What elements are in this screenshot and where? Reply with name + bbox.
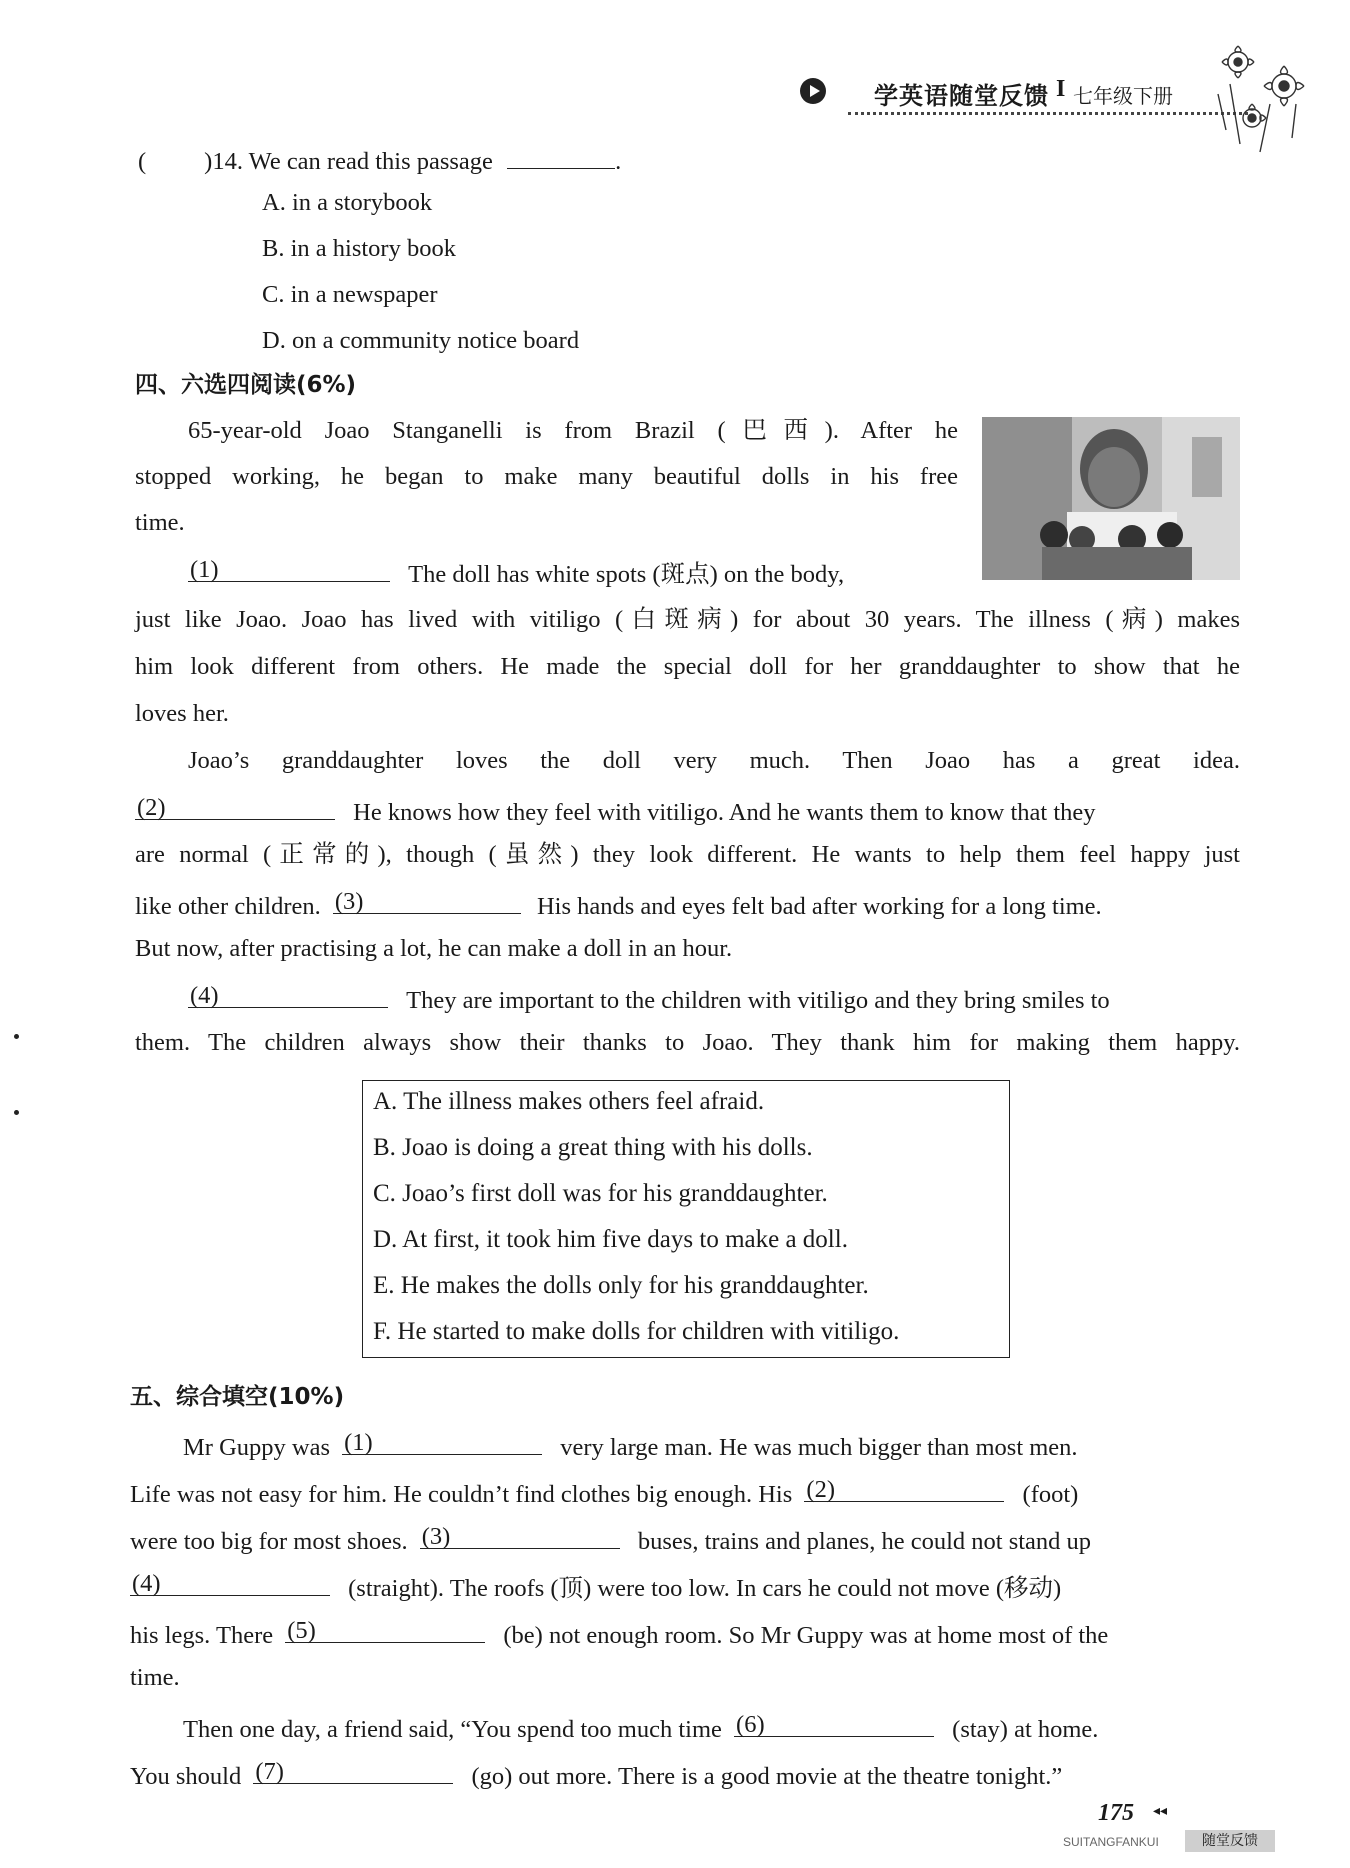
- cloze-line: [130, 1757, 1062, 1792]
- options-box: [362, 1080, 1010, 1358]
- answer-blank-4[interactable]: [188, 981, 388, 1008]
- cloze-line: [130, 1475, 1078, 1510]
- blank-label: (2): [137, 794, 166, 821]
- passage-line: just like Joao. Joao has lived with vitiligo (白斑病) for about 30 years. The illness (病) makes: [135, 606, 1240, 633]
- cloze-blank-4[interactable]: [130, 1569, 330, 1596]
- cloze-text: Then one day, a friend said, “You spend too much time: [183, 1716, 722, 1743]
- doll-maker-photo: [982, 417, 1240, 580]
- passage-line: But now, after practising a lot, he can make a doll in an hour.: [135, 935, 733, 962]
- passage-line: him look different from others. He made the special doll for her granddaughter to show that he: [135, 653, 1240, 680]
- cloze-text: Life was not easy for him. He couldn’t find clothes big enough. His: [130, 1481, 793, 1508]
- cloze-text: (stay) at home.: [952, 1716, 1099, 1743]
- passage-text: He knows how they feel with vitiligo. And he wants them to know that they: [353, 799, 1096, 826]
- blank-label: (6): [736, 1711, 765, 1738]
- answer-blank-3[interactable]: [333, 887, 521, 914]
- cloze-line: [130, 1616, 1108, 1651]
- passage-text: His hands and eyes felt bad after working for a long time.: [536, 893, 1102, 920]
- cloze-text: were too big for most shoes.: [130, 1528, 408, 1555]
- cloze-line: [130, 1569, 1061, 1604]
- cloze-blank-6[interactable]: [734, 1710, 934, 1737]
- q14-option-b: B. in a history book: [262, 235, 456, 262]
- blank-label: (5): [287, 1617, 316, 1644]
- q14-option-a: A. in a storybook: [262, 189, 433, 216]
- option-d: D. At first, it took him five days to make a doll.: [373, 1226, 848, 1253]
- play-icon: [800, 78, 826, 104]
- option-a: A. The illness makes others feel afraid.: [373, 1088, 765, 1115]
- answer-blank-2[interactable]: [135, 793, 335, 820]
- answer-paren-open: (: [138, 148, 147, 175]
- answer-paren-close: ): [204, 148, 213, 175]
- cloze-text: (foot): [1022, 1481, 1079, 1508]
- option-c: C. Joao’s first doll was for his granddaughter.: [373, 1180, 828, 1207]
- cloze-blank-2[interactable]: [804, 1475, 1004, 1502]
- dotted-rule: [848, 112, 1248, 115]
- option-f: F. He started to make dolls for children with vitiligo.: [373, 1318, 900, 1345]
- question-14-stem: 14. We can read this passage: [212, 148, 493, 175]
- q14-option-d: D. on a community notice board: [262, 327, 580, 354]
- question-14-end: .: [615, 148, 622, 175]
- blank-label: (7): [255, 1758, 284, 1785]
- cloze-blank-7[interactable]: [253, 1757, 453, 1784]
- question-14: [138, 142, 621, 177]
- answer-blank-1[interactable]: [188, 555, 390, 582]
- blank-label: (2): [806, 1476, 835, 1503]
- cloze-blank-1[interactable]: [342, 1428, 542, 1455]
- answer-blank[interactable]: [507, 142, 615, 169]
- cloze-text: his legs. There: [130, 1622, 274, 1649]
- passage-line: [135, 887, 1102, 922]
- option-b: B. Joao is doing a great thing with his dolls.: [373, 1134, 813, 1161]
- passage-line: [135, 793, 1096, 828]
- passage-line: them. The children always show their thanks to Joao. They thank him for making them happy.: [135, 1029, 1240, 1056]
- cloze-blank-5[interactable]: [285, 1616, 485, 1643]
- blank-label: (1): [344, 1429, 373, 1456]
- book-subtitle: 七年级下册: [1073, 84, 1173, 108]
- passage-line: 65-year-old Joao Stanganelli is from Brazil (巴西). After he: [188, 417, 958, 444]
- section-4-heading: 四、六选四阅读(6%): [135, 372, 357, 398]
- cloze-line: [183, 1710, 1098, 1745]
- passage-text: The doll has white spots (斑点) on the body,: [408, 561, 845, 588]
- cloze-text: (be) not enough room. So Mr Guppy was at home most of the: [503, 1622, 1109, 1649]
- passage-line: loves her.: [135, 700, 229, 727]
- cloze-text: (go) out more. There is a good movie at the theatre tonight.”: [471, 1763, 1063, 1790]
- margin-mark: [14, 1034, 19, 1039]
- blank-label: (1): [190, 556, 219, 583]
- passage-line: [188, 555, 844, 590]
- header-separator: I: [1056, 76, 1066, 102]
- q14-option-c: C. in a newspaper: [262, 281, 438, 308]
- book-title: 学英语随堂反馈: [874, 82, 1049, 110]
- passage-line: time.: [135, 509, 185, 536]
- cloze-text: very large man. He was much bigger than most men.: [560, 1434, 1078, 1461]
- passage-text: like other children.: [135, 893, 321, 920]
- cloze-text: Mr Guppy was: [183, 1434, 330, 1461]
- double-arrow-icon: ◂◂: [1153, 1804, 1168, 1819]
- passage-line: stopped working, he began to make many beautiful dolls in his free: [135, 463, 958, 490]
- passage-text: They are important to the children with vitiligo and they bring smiles to: [406, 987, 1110, 1014]
- margin-mark: [14, 1110, 19, 1115]
- cloze-text: You should: [130, 1763, 242, 1790]
- footer-badge: 随堂反馈: [1185, 1830, 1275, 1852]
- page-number: 175: [1098, 1800, 1134, 1826]
- footer-brand: SUITANGFANKUI: [1063, 1835, 1159, 1849]
- blank-label: (3): [334, 888, 364, 915]
- cloze-line: time.: [130, 1664, 180, 1691]
- passage-line: are normal (正常的), though (虽然) they look different. He wants to help them feel happy just: [135, 841, 1240, 868]
- option-e: E. He makes the dolls only for his granddaughter.: [373, 1272, 869, 1299]
- sunflower-icon: [1200, 34, 1320, 159]
- section-5-heading: 五、综合填空(10%): [130, 1384, 345, 1410]
- cloze-text: (straight). The roofs (顶) were too low. In cars he could not move (移动): [348, 1575, 1062, 1602]
- cloze-line: [130, 1522, 1091, 1557]
- passage-line: [188, 981, 1110, 1016]
- blank-label: (4): [132, 1570, 161, 1597]
- passage-line: Joao’s granddaughter loves the doll very much. Then Joao has a great idea.: [188, 747, 1240, 774]
- blank-label: (4): [190, 982, 219, 1009]
- cloze-blank-3[interactable]: [420, 1522, 620, 1549]
- cloze-text: buses, trains and planes, he could not stand up: [637, 1528, 1092, 1555]
- blank-label: (3): [421, 1523, 451, 1550]
- cloze-line: [183, 1428, 1078, 1463]
